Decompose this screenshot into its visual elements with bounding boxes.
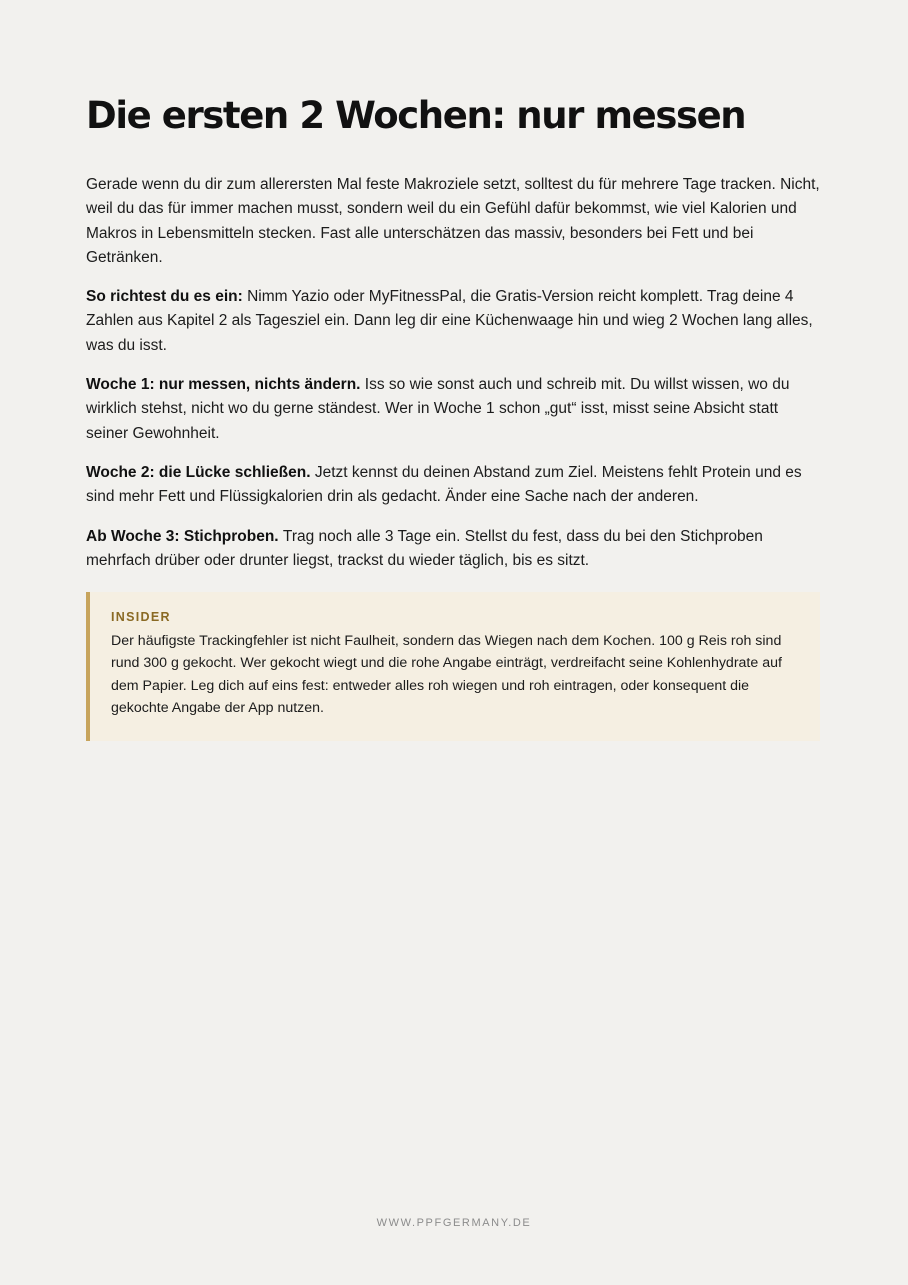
- paragraph-intro-text: Gerade wenn du dir zum allerersten Mal feste Makroziele setzt, solltest du für mehrere Tage tracken. Nicht, weil du das für immer machen musst, sondern weil du ein Gefühl dafür bekommst, wie viel Kalorien und Makros in Lebensmitteln stecken. Fast alle unterschätzen das massiv, besonders bei Fett und bei Getränken.: [86, 176, 820, 266]
- paragraph-intro: [86, 173, 822, 270]
- paragraph-week-3-text: Trag noch alle 3 Tage ein. Stellst du fest, dass du bei den Stichproben mehrfach drüber oder drunter liegst, trackst du wieder täglich, bis es sitzt.: [86, 527, 763, 569]
- paragraph-week-1: [86, 373, 822, 446]
- insider-callout: [86, 592, 820, 741]
- paragraph-week-2-text: Jetzt kennst du deinen Abstand zum Ziel. Meistens fehlt Protein und es sind mehr Fett und Flüssigkalorien drin als gedacht. Änder eine Sache nach der anderen.: [86, 463, 802, 506]
- paragraph-week-3: [86, 525, 822, 574]
- footer-url: WWW.PPFGERMANY.DE: [376, 1217, 532, 1229]
- callout-label: INSIDER: [111, 610, 171, 624]
- callout-text: Der häufigste Trackingfehler ist nicht Faulheit, sondern das Wiegen nach dem Kochen. 100 g Reis roh sind rund 300 g gekocht. Wer gekocht wiegt und die rohe Angabe einträgt, verdreifacht seine Kohlenhydrate auf dem Papier. Leg dich auf eins fest: entweder alles roh wiegen und roh eintragen, oder konsequent die gekochte Angabe der App nutzen.: [111, 633, 782, 716]
- paragraph-week-3-lead: Ab Woche 3: Stichproben.: [86, 527, 283, 545]
- paragraph-setup-lead: So richtest du es ein:: [86, 288, 248, 306]
- paragraph-week-1-lead: Woche 1: nur messen, nichts ändern.: [86, 376, 365, 394]
- paragraph-setup: [86, 285, 822, 358]
- body-text: [86, 173, 822, 588]
- page-title: Die ersten 2 Wochen: nur messen: [86, 94, 746, 137]
- paragraph-week-2: [86, 461, 822, 510]
- paragraph-week-1-text: Iss so wie sonst auch und schreib mit. Du willst wissen, wo du wirklich stehst, nicht wo du gerne ständest. Wer in Woche 1 schon „gut“ isst, misst seine Absicht statt seiner Gewohnheit.: [86, 376, 790, 442]
- paragraph-setup-text: Nimm Yazio oder MyFitnessPal, die Gratis-Version reicht komplett. Trag deine 4 Zahlen aus Kapitel 2 als Tagesziel ein. Dann leg dir eine Küchenwaage hin und wieg 2 Wochen lang alles, was du isst.: [86, 288, 813, 354]
- paragraph-week-2-lead: Woche 2: die Lücke schließen.: [86, 463, 315, 481]
